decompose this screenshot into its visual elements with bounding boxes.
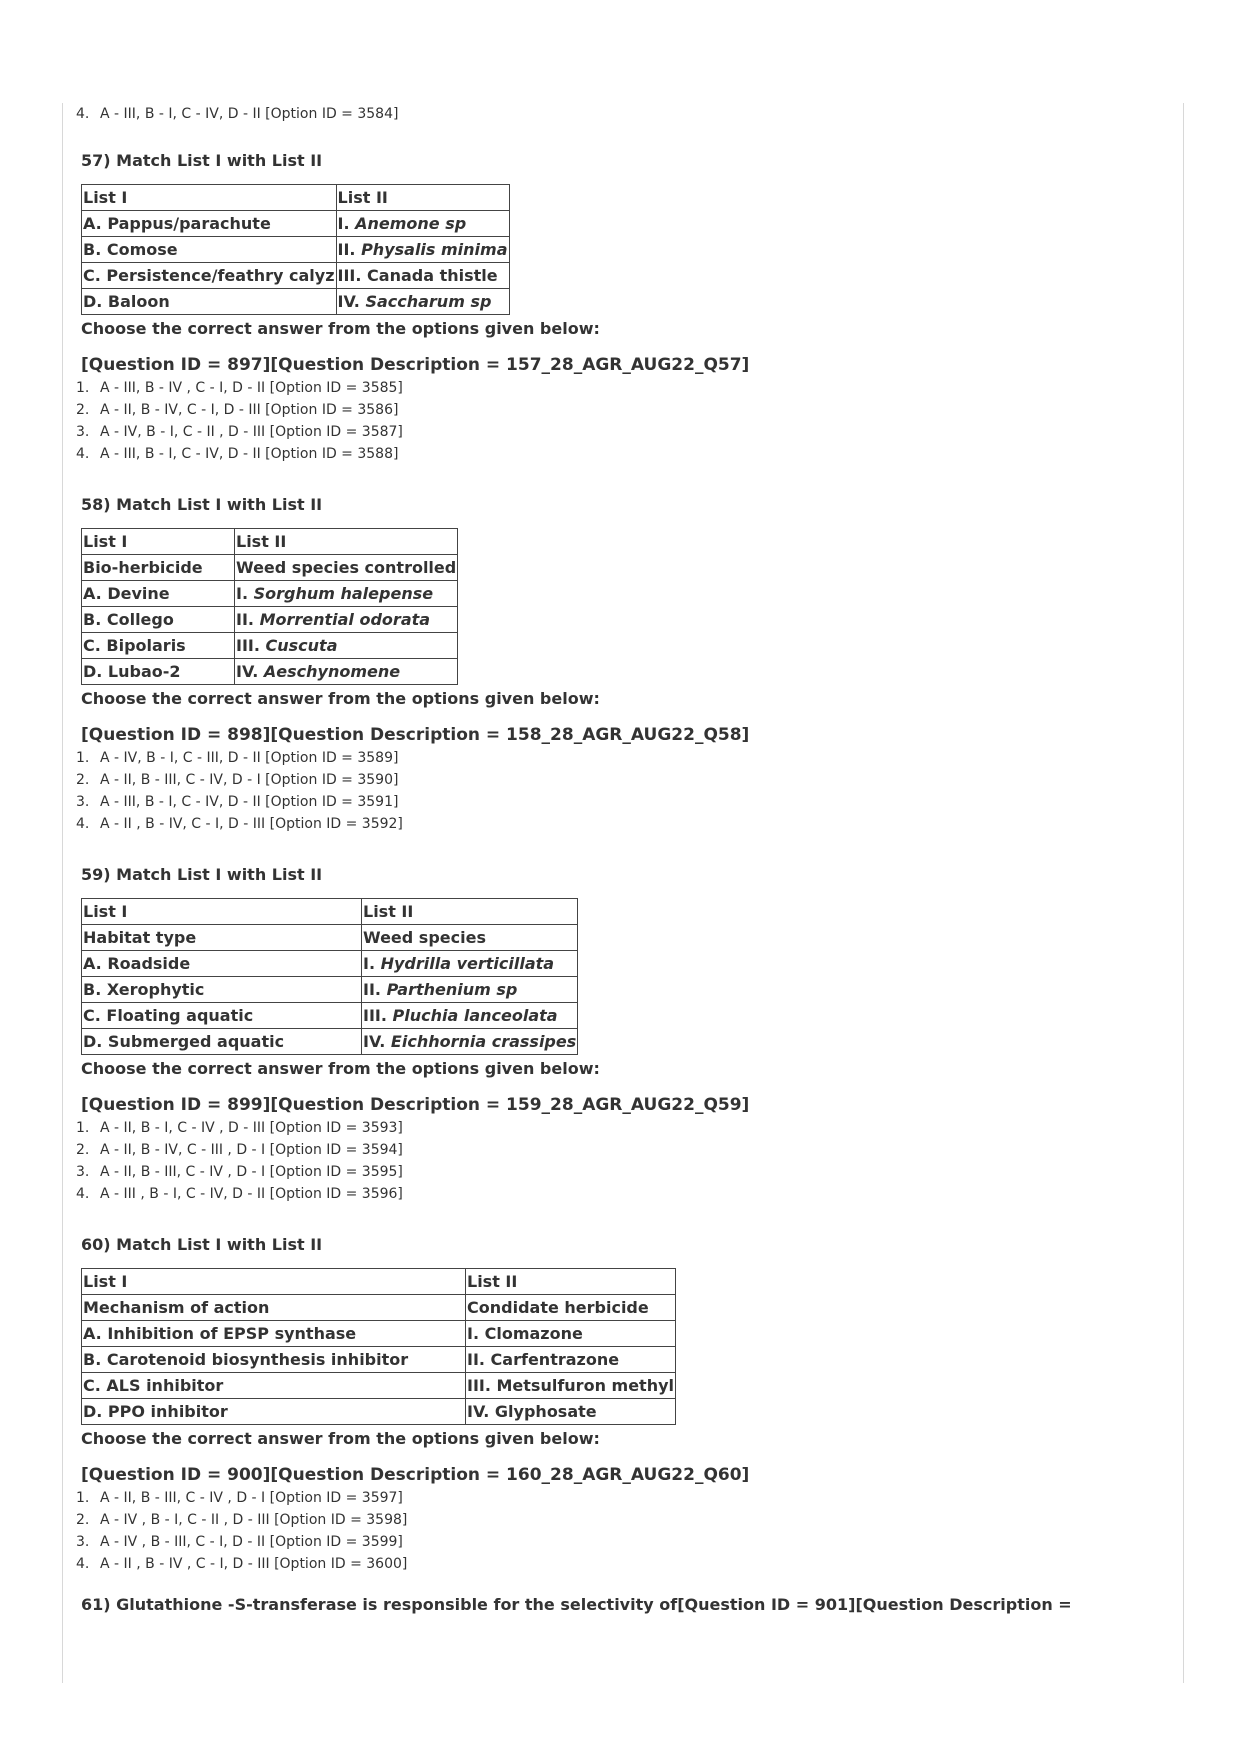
- option-item: [76, 1553, 1240, 1575]
- species-name: Parthenium sp: [386, 980, 518, 999]
- list-one-cell: List I: [82, 899, 362, 925]
- list-one-cell: A. Devine: [82, 581, 235, 607]
- option-item: [76, 813, 1240, 835]
- species-name: Physalis minima: [361, 240, 508, 259]
- question-title: 57) Match List I with List II: [81, 151, 323, 170]
- list-two-cell: [336, 289, 509, 315]
- list-one-cell: C. Bipolaris: [82, 633, 235, 659]
- question-block: [0, 1235, 1240, 1575]
- option-number: 1.: [76, 750, 90, 766]
- list-one-cell: B. Carotenoid biosynthesis inhibitor: [82, 1347, 466, 1373]
- list-one-cell: Bio-herbicide: [82, 555, 235, 581]
- list-two-cell: [466, 1399, 676, 1425]
- match-table: [81, 184, 510, 315]
- list-one-cell: Mechanism of action: [82, 1295, 466, 1321]
- option-item: [76, 399, 1240, 421]
- option-number: 4.: [76, 816, 90, 832]
- species-name: Hydrilla verticillata: [380, 954, 555, 973]
- question-title: 58) Match List I with List II: [81, 495, 323, 514]
- table-row: [82, 1399, 676, 1425]
- list-two-label: I. Clomazone: [467, 1324, 583, 1343]
- table-row: [82, 237, 510, 263]
- list-two-cell: [362, 925, 578, 951]
- option-text: A - II , B - IV , C - I, D - III [Option ID = 3600]: [100, 1556, 408, 1572]
- question-list: [0, 151, 1240, 1575]
- list-one-cell: D. Baloon: [82, 289, 337, 315]
- option-text: A - II, B - III, C - IV, D - I [Option ID = 3590]: [100, 772, 399, 788]
- list-two-cell: [235, 607, 458, 633]
- table-row: [82, 633, 458, 659]
- option-text: A - IV, B - I, C - III, D - II [Option ID = 3589]: [100, 750, 399, 766]
- table-row: [82, 925, 578, 951]
- list-two-label: IV.: [363, 1032, 391, 1051]
- option-number: 3.: [76, 794, 90, 810]
- option-number: 1.: [76, 1120, 90, 1136]
- option-text: A - II , B - IV, C - I, D - III [Option ID = 3592]: [100, 816, 403, 832]
- instruction-text: Choose the correct answer from the options given below:: [81, 319, 600, 338]
- question-id: [Question ID = 899][Question Description = 159_28_AGR_AUG22_Q59]: [81, 1095, 750, 1115]
- list-two-label: II.: [236, 610, 260, 629]
- list-one-cell: A. Inhibition of EPSP synthase: [82, 1321, 466, 1347]
- list-two-cell: [466, 1295, 676, 1321]
- option-number: 1.: [76, 380, 90, 396]
- list-one-cell: C. Persistence/feathry calyz: [82, 263, 337, 289]
- option-number: 2.: [76, 1142, 90, 1158]
- option-item: [76, 747, 1240, 769]
- option-number: 4.: [76, 1556, 90, 1572]
- list-two-label: List II: [467, 1272, 518, 1291]
- list-two-label: I.: [363, 954, 381, 973]
- list-two-label: IV.: [236, 662, 264, 681]
- species-name: Morrential odorata: [259, 610, 431, 629]
- option-item: [76, 1117, 1240, 1139]
- option-text: A - III , B - I, C - IV, D - II [Option ID = 3596]: [100, 1186, 403, 1202]
- option-number: 2.: [76, 772, 90, 788]
- instruction-text: Choose the correct answer from the options given below:: [81, 689, 600, 708]
- question-block: [0, 151, 1240, 465]
- table-row: [82, 185, 510, 211]
- option-item: [76, 769, 1240, 791]
- match-table: [81, 898, 578, 1055]
- option-item: [76, 1509, 1240, 1531]
- list-two-cell: [466, 1321, 676, 1347]
- list-two-label: III.: [363, 1006, 393, 1025]
- list-two-cell: [336, 185, 509, 211]
- list-one-cell: List I: [82, 529, 235, 555]
- table-row: [82, 555, 458, 581]
- list-two-cell: [362, 977, 578, 1003]
- option-item: [76, 421, 1240, 443]
- option-text: A - II, B - IV, C - I, D - III [Option ID = 3586]: [100, 402, 399, 418]
- species-name: Cuscuta: [265, 636, 338, 655]
- list-two-label: Weed species: [363, 928, 486, 947]
- list-two-label: II.: [363, 980, 387, 999]
- option-text: A - IV , B - III, C - I, D - II [Option ID = 3599]: [100, 1534, 403, 1550]
- table-row: [82, 581, 458, 607]
- list-two-label: List II: [363, 902, 414, 921]
- list-two-cell: [336, 263, 509, 289]
- option-text: A - III, B - IV , C - I, D - II [Option ID = 3585]: [100, 380, 403, 396]
- question-block: [0, 865, 1240, 1205]
- question-title: 60) Match List I with List II: [81, 1235, 323, 1254]
- question-id: [Question ID = 897][Question Description = 157_28_AGR_AUG22_Q57]: [81, 355, 750, 375]
- table-row: [82, 977, 578, 1003]
- list-one-cell: D. Submerged aquatic: [82, 1029, 362, 1055]
- list-two-label: II.: [337, 240, 362, 259]
- list-two-cell: [362, 951, 578, 977]
- species-name: Pluchia lanceolata: [392, 1006, 558, 1025]
- table-row: [82, 289, 510, 315]
- list-one-cell: List I: [82, 185, 337, 211]
- option-item: [76, 1161, 1240, 1183]
- list-two-label: III. Canada thistle: [337, 266, 498, 285]
- table-row: [82, 1295, 676, 1321]
- option-number: 4.: [76, 446, 90, 462]
- list-one-cell: C. ALS inhibitor: [82, 1373, 466, 1399]
- list-two-cell: [235, 581, 458, 607]
- instruction-text: Choose the correct answer from the options given below:: [81, 1059, 600, 1078]
- list-two-label: III. Metsulfuron methyl: [467, 1376, 674, 1395]
- option-text: A - III, B - I, C - IV, D - II [Option ID = 3588]: [100, 446, 399, 462]
- list-two-label: Condidate herbicide: [467, 1298, 649, 1317]
- species-name: Anemone sp: [355, 214, 467, 233]
- option-item: [76, 377, 1240, 399]
- list-two-label: III.: [236, 636, 266, 655]
- table-row: [82, 1003, 578, 1029]
- list-two-cell: [466, 1269, 676, 1295]
- table-row: [82, 899, 578, 925]
- list-two-cell: [466, 1347, 676, 1373]
- option-text: A - II, B - III, C - IV , D - I [Option ID = 3595]: [100, 1164, 403, 1180]
- option-number: 3.: [76, 424, 90, 440]
- list-one-cell: A. Pappus/parachute: [82, 211, 337, 237]
- list-two-label: List II: [236, 532, 287, 551]
- list-one-cell: B. Collego: [82, 607, 235, 633]
- list-one-cell: D. Lubao-2: [82, 659, 235, 685]
- list-two-cell: [235, 633, 458, 659]
- option-item: [76, 1531, 1240, 1553]
- option-number: 4.: [76, 106, 90, 122]
- option-item: [76, 1139, 1240, 1161]
- option-number: 1.: [76, 1490, 90, 1506]
- table-row: [82, 529, 458, 555]
- option-text: A - IV, B - I, C - II , D - III [Option ID = 3587]: [100, 424, 403, 440]
- list-two-cell: [362, 1029, 578, 1055]
- option-number: 2.: [76, 1512, 90, 1528]
- option-item: [76, 443, 1240, 465]
- table-row: [82, 1347, 676, 1373]
- match-table: [81, 528, 458, 685]
- species-name: Aeschynomene: [263, 662, 401, 681]
- question-id: [Question ID = 900][Question Description = 160_28_AGR_AUG22_Q60]: [81, 1465, 750, 1485]
- option-text: A - II, B - III, C - IV , D - I [Option ID = 3597]: [100, 1490, 403, 1506]
- option-item: [76, 791, 1240, 813]
- list-two-label: IV. Glyphosate: [467, 1402, 597, 1421]
- list-two-cell: [235, 529, 458, 555]
- option-text: A - III, B - I, C - IV, D - II [Option ID = 3584]: [100, 106, 399, 122]
- option-number: 3.: [76, 1164, 90, 1180]
- table-row: [82, 263, 510, 289]
- option-item: [76, 103, 1240, 125]
- table-row: [82, 1373, 676, 1399]
- list-two-cell: [235, 555, 458, 581]
- list-two-label: Weed species controlled: [236, 558, 457, 577]
- list-one-cell: B. Xerophytic: [82, 977, 362, 1003]
- list-two-label: II. Carfentrazone: [467, 1350, 620, 1369]
- table-row: [82, 951, 578, 977]
- list-two-cell: [362, 1003, 578, 1029]
- option-text: A - II, B - I, C - IV , D - III [Option ID = 3593]: [100, 1120, 403, 1136]
- species-name: Sorghum halepense: [253, 584, 434, 603]
- option-text: A - IV , B - I, C - II , D - III [Option ID = 3598]: [100, 1512, 408, 1528]
- list-two-cell: [362, 899, 578, 925]
- list-one-cell: B. Comose: [82, 237, 337, 263]
- option-item: [76, 1487, 1240, 1509]
- question-61-title: 61) Glutathione -S-transferase is responsible for the selectivity of[Question ID = 901][Question Description =: [81, 1595, 1072, 1614]
- list-one-cell: C. Floating aquatic: [82, 1003, 362, 1029]
- option-number: 4.: [76, 1186, 90, 1202]
- species-name: Eichhornia crassipes: [390, 1032, 577, 1051]
- list-one-cell: Habitat type: [82, 925, 362, 951]
- option-number: 2.: [76, 402, 90, 418]
- list-one-cell: D. PPO inhibitor: [82, 1399, 466, 1425]
- option-number: 3.: [76, 1534, 90, 1550]
- list-two-label: List II: [337, 188, 388, 207]
- table-row: [82, 1029, 578, 1055]
- option-text: A - II, B - IV, C - III , D - I [Option ID = 3594]: [100, 1142, 403, 1158]
- list-two-label: I.: [236, 584, 254, 603]
- match-table: [81, 1268, 676, 1425]
- option-text: A - III, B - I, C - IV, D - II [Option ID = 3591]: [100, 794, 399, 810]
- list-two-label: IV.: [337, 292, 366, 311]
- list-two-cell: [466, 1373, 676, 1399]
- question-title: 59) Match List I with List II: [81, 865, 323, 884]
- table-row: [82, 607, 458, 633]
- option-item: [76, 1183, 1240, 1205]
- list-one-cell: List I: [82, 1269, 466, 1295]
- instruction-text: Choose the correct answer from the options given below:: [81, 1429, 600, 1448]
- table-row: [82, 1269, 676, 1295]
- table-row: [82, 1321, 676, 1347]
- list-two-label: I.: [337, 214, 356, 233]
- table-row: [82, 659, 458, 685]
- species-name: Saccharum sp: [365, 292, 492, 311]
- question-id: [Question ID = 898][Question Description = 158_28_AGR_AUG22_Q58]: [81, 725, 750, 745]
- list-two-cell: [235, 659, 458, 685]
- table-row: [82, 211, 510, 237]
- list-one-cell: A. Roadside: [82, 951, 362, 977]
- list-two-cell: [336, 237, 509, 263]
- list-two-cell: [336, 211, 509, 237]
- question-block: [0, 495, 1240, 835]
